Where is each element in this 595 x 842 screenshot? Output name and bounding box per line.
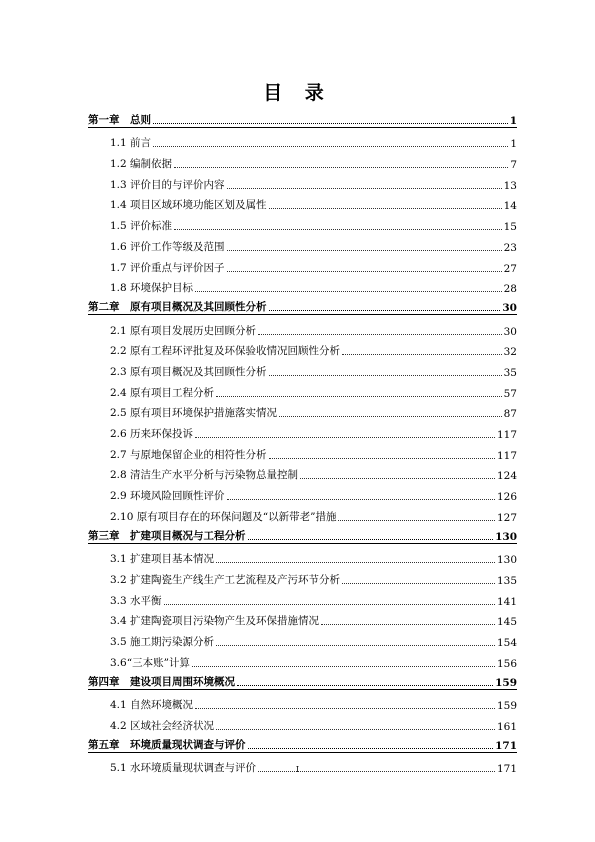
toc-entry-page-number: 124 bbox=[496, 470, 517, 483]
toc-entry-label: 1.2 编制依据 bbox=[110, 158, 173, 171]
toc-entry-page-number: 28 bbox=[503, 283, 517, 296]
toc-section-entry[interactable] bbox=[88, 233, 517, 254]
toc-entry-page-number: 87 bbox=[503, 408, 517, 421]
toc-entry-page-number: 156 bbox=[496, 657, 517, 670]
toc-leader-dots bbox=[237, 685, 493, 686]
toc-section-entry[interactable] bbox=[88, 212, 517, 233]
toc-section-entry[interactable] bbox=[88, 379, 517, 400]
toc-entry-label: 2.2 原有工程环评批复及环保验收情况回顾性分析 bbox=[110, 345, 341, 358]
toc-chapter-entry[interactable] bbox=[88, 524, 517, 544]
toc-leader-dots bbox=[195, 437, 495, 438]
toc-leader-dots bbox=[216, 396, 502, 397]
toc-section-entry[interactable] bbox=[88, 150, 517, 171]
toc-section-entry[interactable] bbox=[88, 171, 517, 192]
toc-entry-label: 2.3 原有项目概况及其回顾性分析 bbox=[110, 365, 267, 378]
toc-leader-dots bbox=[269, 375, 502, 376]
toc-entry-page-number: 27 bbox=[503, 262, 517, 275]
toc-entry-page-number: 30 bbox=[503, 325, 517, 338]
toc-entry-label: 4.2 区域社会经济状况 bbox=[110, 719, 215, 732]
toc-chapter-entry[interactable] bbox=[88, 295, 517, 315]
toc-section-entry[interactable] bbox=[88, 317, 517, 338]
toc-entry-page-number: 30 bbox=[502, 302, 517, 315]
toc-entry-page-number: 117 bbox=[496, 429, 517, 441]
toc-entry-label: 4.1 自然环境概况 bbox=[110, 698, 194, 711]
toc-section-entry[interactable] bbox=[88, 192, 517, 213]
toc-entry-label: 2.6 历来环保投诉 bbox=[110, 428, 194, 440]
toc-entry-label: 2.1 原有项目发展历史回顾分析 bbox=[110, 324, 257, 337]
toc-section-entry[interactable] bbox=[88, 275, 517, 296]
toc-leader-dots bbox=[269, 310, 501, 311]
toc-leader-dots bbox=[164, 604, 495, 605]
toc-entry-page-number: 154 bbox=[496, 636, 517, 649]
toc-leader-dots bbox=[227, 250, 502, 251]
toc-entry-label: 1.1 前言 bbox=[110, 137, 152, 150]
toc-entry-label: 3.6“三本账”计算 bbox=[110, 656, 190, 669]
toc-entry-page-number: 57 bbox=[503, 387, 517, 400]
toc-leader-dots bbox=[300, 478, 495, 479]
toc-entry-label: 第一章 总则 bbox=[88, 114, 151, 126]
toc-entry-page-number: 141 bbox=[496, 595, 517, 608]
toc-entry-label: 第三章 扩建项目概况与工程分析 bbox=[88, 529, 246, 542]
toc-leader-dots bbox=[248, 539, 494, 540]
toc-entry-page-number: 171 bbox=[495, 739, 517, 752]
toc-entry-label: 2.8 清洁生产水平分析与污染物总量控制 bbox=[110, 469, 299, 482]
toc-entry-page-number: 127 bbox=[496, 511, 517, 524]
toc-entry-label: 3.5 施工期污染源分析 bbox=[110, 635, 215, 648]
toc-section-entry[interactable] bbox=[88, 482, 517, 503]
toc-entry-label: 2.9 环境风险回顾性评价 bbox=[110, 490, 225, 503]
toc-leader-dots bbox=[269, 458, 495, 459]
toc-entry-page-number: 171 bbox=[496, 763, 517, 775]
toc-entry-page-number: 159 bbox=[495, 676, 517, 689]
toc-section-entry[interactable] bbox=[88, 691, 517, 712]
toc-section-entry[interactable] bbox=[88, 649, 517, 670]
toc-entry-page-number: 161 bbox=[496, 720, 517, 733]
toc-section-entry[interactable] bbox=[88, 400, 517, 421]
toc-entry-page-number: 135 bbox=[496, 574, 517, 587]
toc-leader-dots bbox=[174, 229, 502, 230]
toc-leader-dots bbox=[216, 645, 495, 646]
toc-entry-page-number: 32 bbox=[503, 346, 517, 359]
toc-entry-page-number: 130 bbox=[496, 554, 517, 567]
toc-entry-label: 3.1 扩建项目基本情况 bbox=[110, 553, 215, 566]
toc-section-entry[interactable] bbox=[88, 628, 517, 649]
toc-leader-dots bbox=[153, 146, 508, 147]
toc-leader-dots bbox=[338, 520, 495, 521]
toc-leader-dots bbox=[269, 208, 502, 209]
toc-entry-label: 1.8 环境保护目标 bbox=[110, 282, 194, 295]
toc-entry-label: 3.2 扩建陶瓷生产线生产工艺流程及产污环节分析 bbox=[110, 573, 341, 586]
toc-leader-dots bbox=[342, 583, 495, 584]
toc-chapter-entry[interactable] bbox=[88, 108, 517, 128]
toc-leader-dots bbox=[195, 708, 495, 709]
toc-section-entry[interactable] bbox=[88, 545, 517, 566]
toc-leader-dots bbox=[216, 729, 495, 730]
toc-leader-dots bbox=[248, 748, 494, 749]
toc-entry-label: 1.3 评价目的与评价内容 bbox=[110, 178, 225, 191]
toc-section-entry[interactable] bbox=[88, 130, 517, 151]
toc-entry-label: 1.5 评价标准 bbox=[110, 220, 173, 233]
toc-entry-page-number: 159 bbox=[496, 699, 517, 712]
toc-section-entry[interactable] bbox=[88, 712, 517, 733]
page-title: 目 录 bbox=[263, 82, 332, 104]
toc-entry-label: 1.4 项目区域环境功能区划及属性 bbox=[110, 199, 267, 212]
toc-entry-page-number: 23 bbox=[503, 241, 517, 254]
toc-leader-dots bbox=[342, 354, 502, 355]
toc-leader-dots bbox=[153, 123, 508, 124]
toc-entry-page-number: 35 bbox=[503, 366, 517, 379]
toc-section-entry[interactable] bbox=[88, 608, 517, 629]
toc-entry-label: 3.4 扩建陶瓷项目污染物产生及环保措施情况 bbox=[110, 615, 320, 628]
toc-entry-label: 第四章 建设项目周围环境概况 bbox=[88, 675, 235, 688]
toc-section-entry[interactable] bbox=[88, 420, 517, 441]
toc-leader-dots bbox=[279, 416, 502, 417]
toc-section-entry[interactable] bbox=[88, 338, 517, 359]
toc-section-entry[interactable] bbox=[88, 358, 517, 379]
toc-entry-page-number: 126 bbox=[496, 491, 517, 504]
toc-leader-dots bbox=[227, 188, 502, 189]
toc-entry-label: 5.1 水环境质量现状调查与评价 bbox=[110, 762, 257, 774]
toc-entry-label: 1.6 评价工作等级及范围 bbox=[110, 240, 225, 253]
toc-entry-page-number: 117 bbox=[496, 449, 517, 462]
toc-entry-page-number: 1 bbox=[510, 138, 517, 151]
toc-entry-label: 第五章 环境质量现状调查与评价 bbox=[88, 738, 246, 751]
toc-entry-label: 2.4 原有项目工程分析 bbox=[110, 386, 215, 399]
toc-leader-dots bbox=[258, 334, 502, 335]
toc-entry-label: 1.7 评价重点与评价因子 bbox=[110, 261, 225, 274]
toc-entry-label: 2.10 原有项目存在的环保问题及“以新带老”措施 bbox=[110, 510, 337, 523]
toc-leader-dots bbox=[216, 562, 495, 563]
toc-leader-dots bbox=[192, 666, 495, 667]
toc-section-entry[interactable] bbox=[88, 587, 517, 608]
toc-leader-dots bbox=[195, 291, 502, 292]
toc-leader-dots bbox=[227, 271, 502, 272]
toc-entry-page-number: 145 bbox=[496, 616, 517, 629]
toc-entry-page-number: 15 bbox=[503, 221, 517, 234]
toc-section-entry[interactable] bbox=[88, 441, 517, 462]
toc-section-entry[interactable] bbox=[88, 254, 517, 275]
toc-section-entry[interactable] bbox=[88, 566, 517, 587]
toc-entry-label: 第二章 原有项目概况及其回顾性分析 bbox=[88, 301, 267, 314]
toc-entry-page-number: 13 bbox=[503, 179, 517, 192]
toc-entry-label: 2.5 原有项目环境保护措施落实情况 bbox=[110, 407, 278, 420]
toc-chapter-entry[interactable] bbox=[88, 733, 517, 753]
toc-leader-dots bbox=[227, 499, 495, 500]
toc-entry-page-number: 14 bbox=[503, 200, 517, 213]
toc-section-entry[interactable] bbox=[88, 503, 517, 524]
toc-entry-page-number: 130 bbox=[495, 530, 517, 543]
toc-chapter-entry[interactable] bbox=[88, 670, 517, 690]
toc-entry-label: 3.3 水平衡 bbox=[110, 594, 162, 607]
page-number: I bbox=[295, 765, 300, 774]
toc-entry-page-number: 7 bbox=[510, 159, 517, 172]
toc-section-entry[interactable] bbox=[88, 462, 517, 483]
table-of-contents bbox=[88, 108, 517, 775]
toc-leader-dots bbox=[321, 624, 495, 625]
toc-entry-label: 2.7 与原地保留企业的相符性分析 bbox=[110, 448, 267, 461]
toc-leader-dots bbox=[174, 167, 508, 168]
toc-entry-page-number: 1 bbox=[509, 115, 517, 127]
